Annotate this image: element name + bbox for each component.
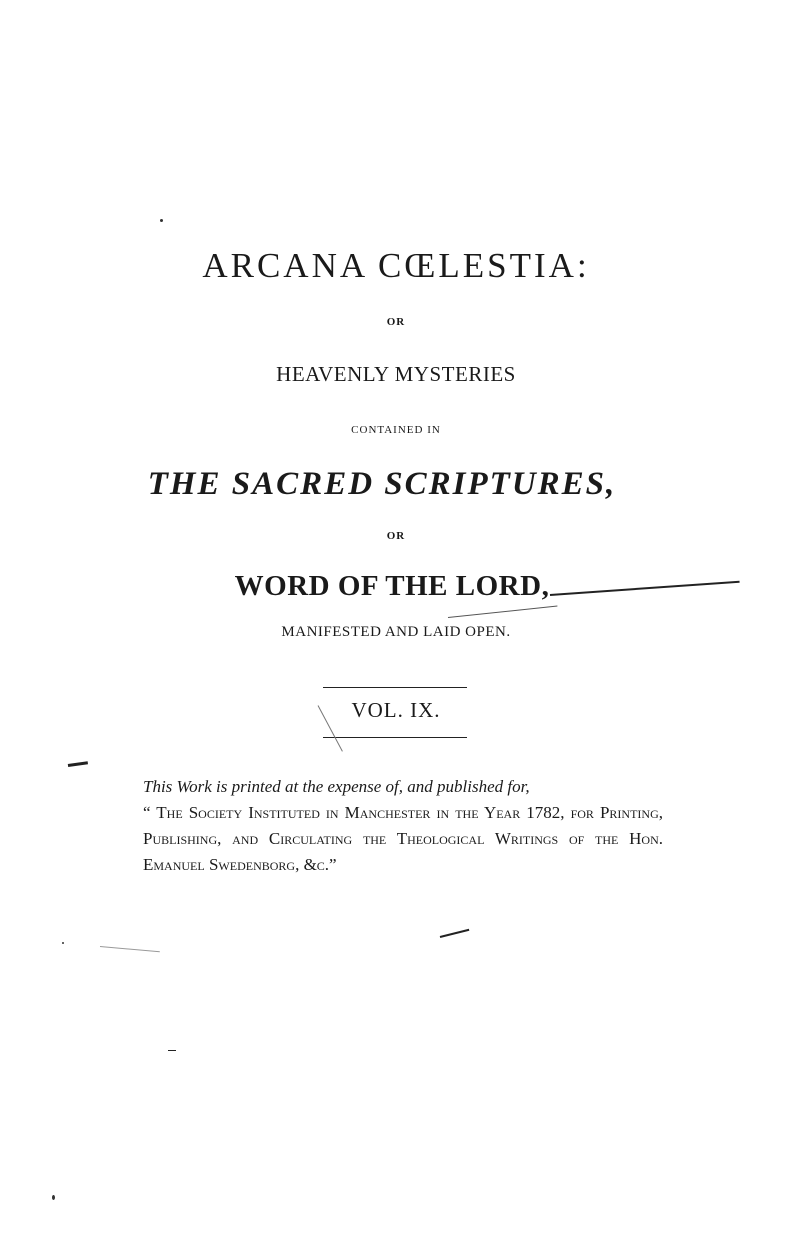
or-connector-2: OR (386, 530, 406, 542)
scriptures-heading: THE SACRED SCRIPTURES, (147, 466, 617, 502)
book-subtitle: HEAVENLY MYSTERIES (276, 362, 516, 386)
book-title: ARCANA CŒLESTIA: (202, 246, 590, 285)
imprint-line-1: This Work is printed at the expense of, and published for, (143, 777, 530, 796)
volume-number: VOL. IX. (351, 698, 441, 722)
or-connector-1: OR (386, 316, 406, 328)
volume-rule-top (323, 687, 467, 688)
imprint-society-text: “ The Society Instituted in Manchester in the Year 1782, for Printing, Publishing, and Circulating the Theological Writings of the Hon. Emanuel Swedenborg, &c.” (143, 803, 663, 874)
volume-rule-bottom (323, 737, 467, 738)
ink-stroke-mark-3 (440, 929, 470, 938)
ink-speck-3 (52, 1195, 55, 1200)
ink-speck (160, 219, 163, 222)
manifested-line: MANIFESTED AND LAID OPEN. (281, 624, 511, 640)
imprint-statement (143, 774, 663, 878)
scan-smudge (100, 946, 160, 952)
margin-dash (168, 1050, 176, 1051)
word-heading: WORD OF THE LORD, (234, 570, 550, 602)
margin-arrow-mark (68, 761, 88, 767)
ink-stroke-mark-2 (448, 606, 558, 618)
ink-speck-2 (62, 942, 64, 944)
contained-in-label: CONTAINED IN (351, 424, 441, 436)
